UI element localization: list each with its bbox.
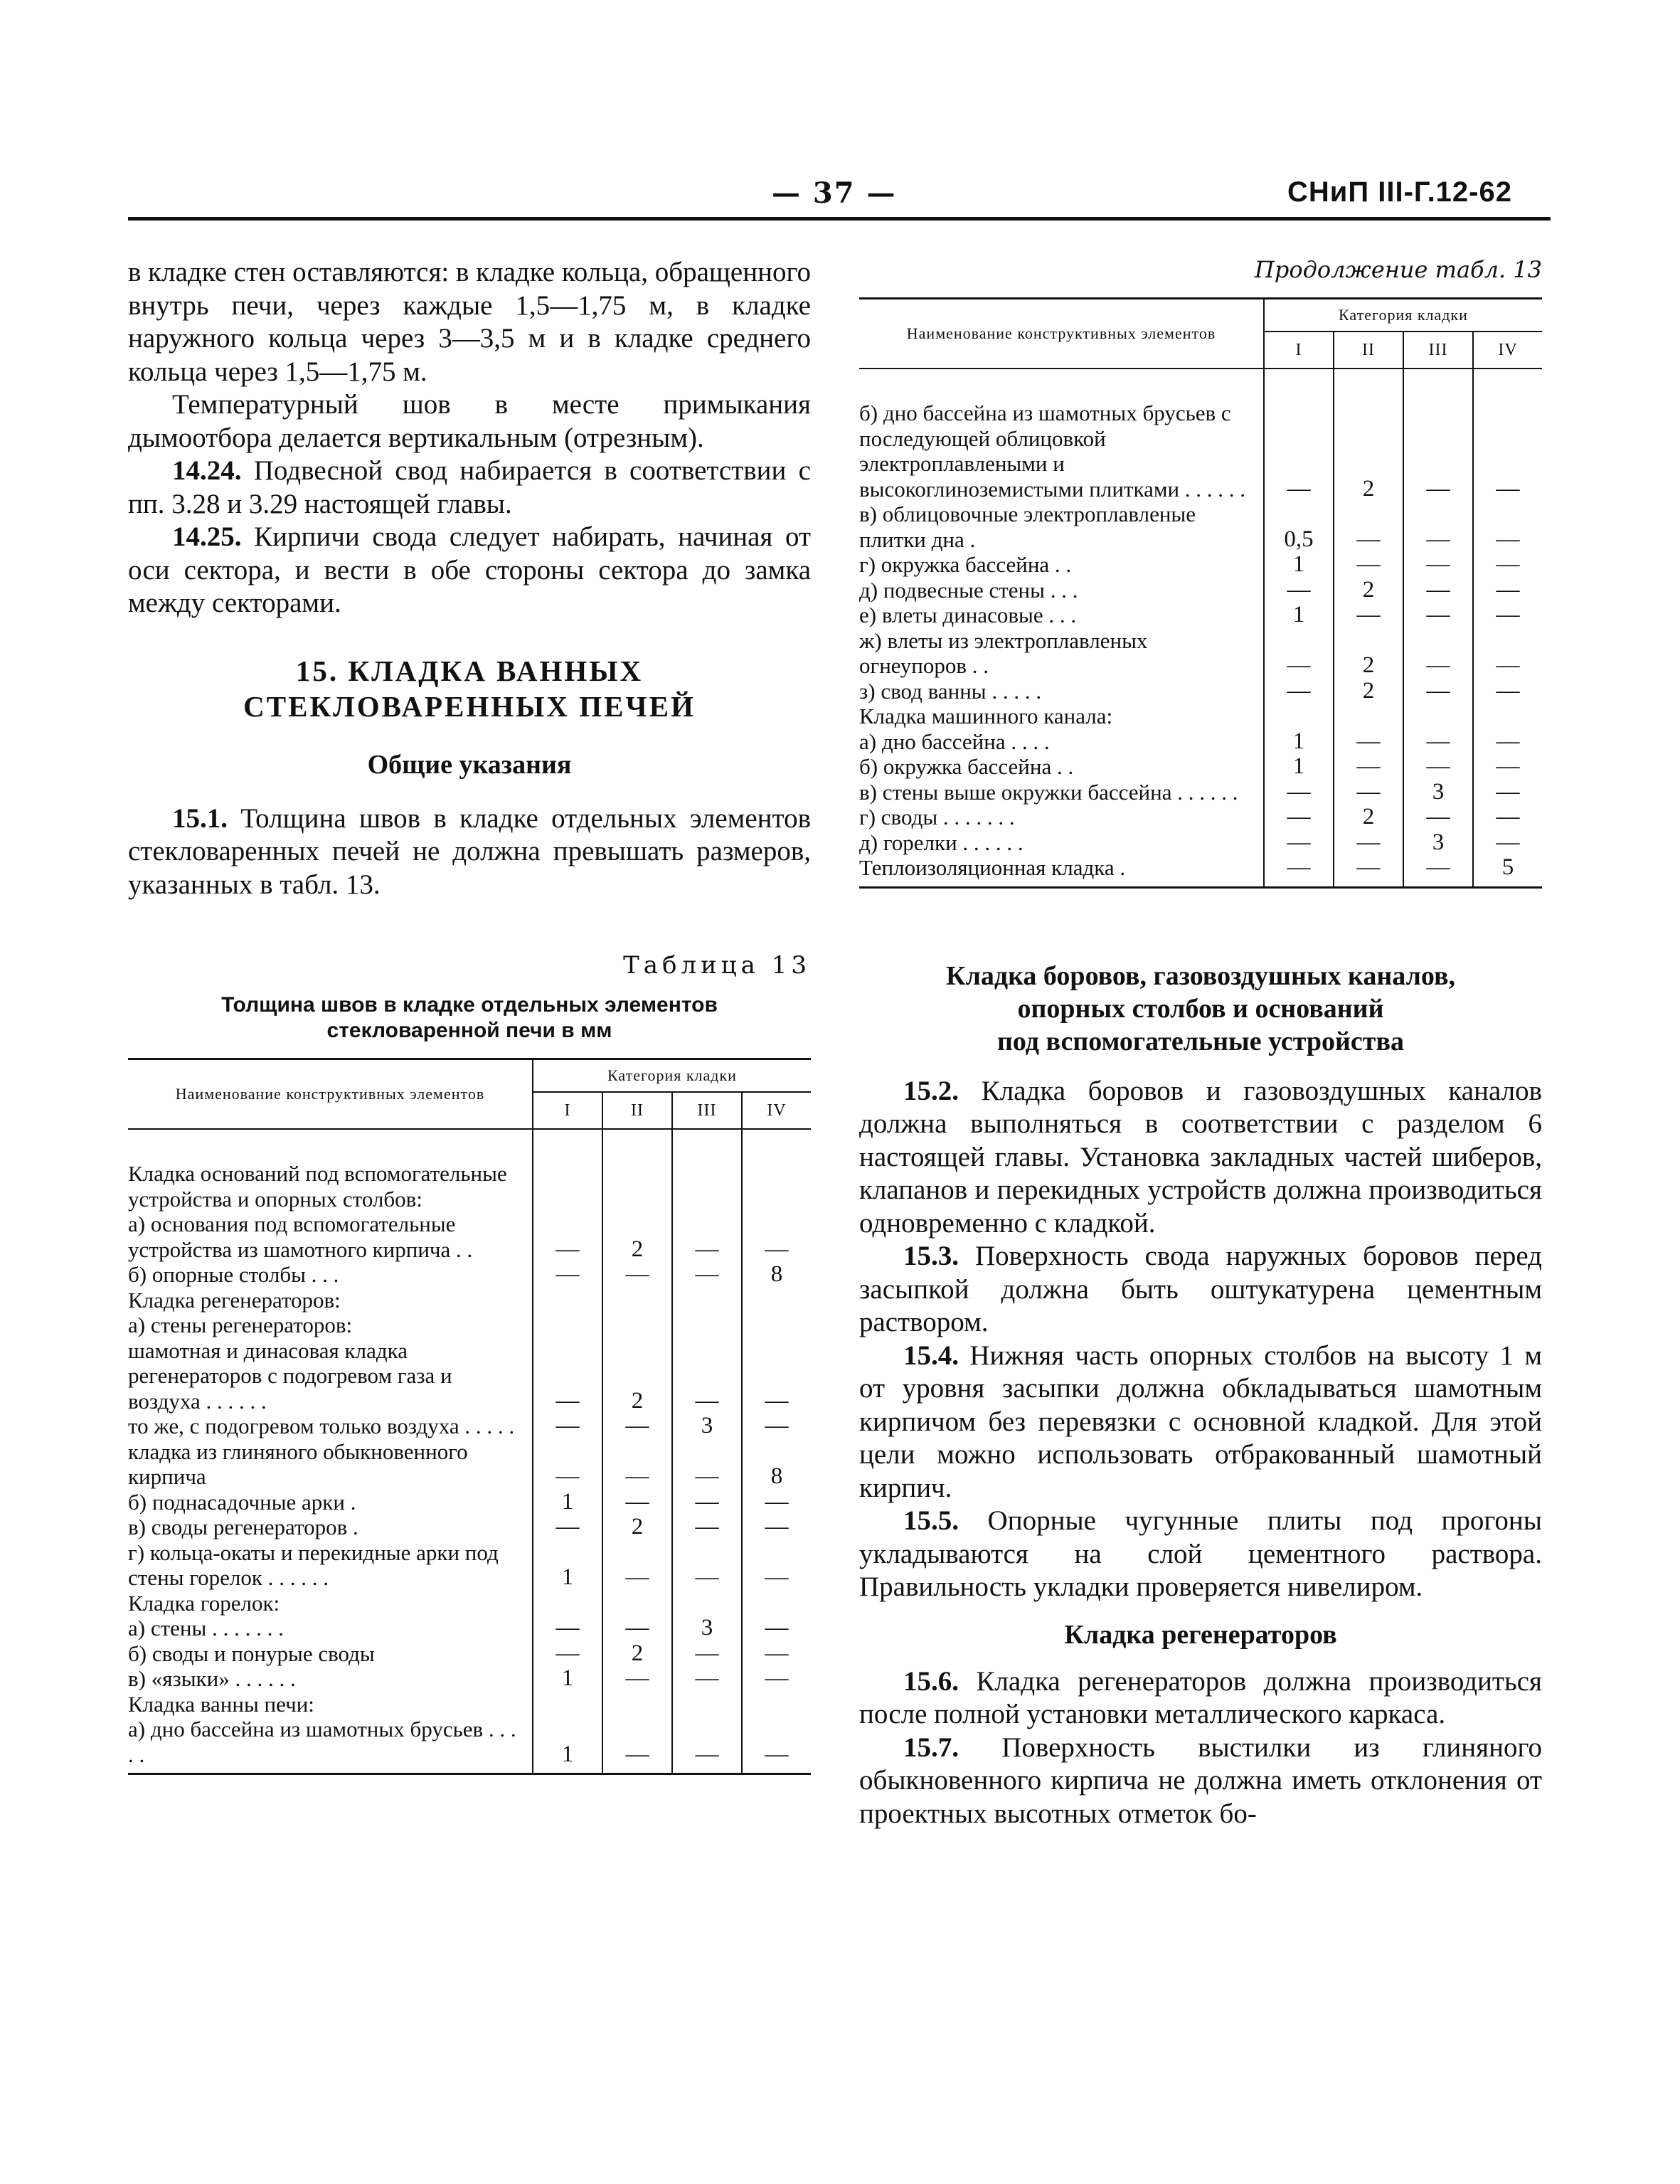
table-caption-line2: стекловаренной печи в мм [326, 1019, 612, 1042]
table-row [128, 1641, 811, 1667]
category-ii-value: — [602, 1262, 672, 1288]
table-13-body [128, 1129, 811, 1774]
category-iv-value: — [765, 1488, 789, 1515]
category-i-value: 0,5 [1264, 502, 1334, 552]
category-i-value [533, 1692, 602, 1717]
table-row [859, 628, 1542, 679]
paragraph-text: Нижняя часть опорных столбов на высоту 1 м от уровня засыпки должна обкладываться шамотным кирпичом без перевязки с основной кладкой. Для этой цели можно использовать отбракованный шамотный кирпич. [859, 1340, 1542, 1503]
category-iv-value: — [1496, 829, 1520, 855]
table-row [128, 1212, 811, 1262]
name-column-header: Наименование конструктивных элементов [859, 299, 1264, 369]
category-iii-value: — [1403, 603, 1473, 628]
element-name: Кладка ванны печи: [128, 1692, 533, 1717]
category-iv: IV [742, 1092, 811, 1129]
category-iii-value: — [1403, 578, 1473, 603]
paragraph-15-4 [859, 1340, 1542, 1505]
category-iii-value: — [672, 1540, 742, 1591]
category-ii-value: 2 [602, 1641, 672, 1667]
category-ii-value: — [602, 1540, 672, 1591]
category-iv-value: — [765, 1564, 789, 1590]
paragraph-text: Подвесной свод набирается в соответствии с пп. 3.28 и 3.29 настоящей главы. [128, 455, 811, 519]
category-iii-value: — [1403, 855, 1473, 887]
paragraph-number: 14.25. [172, 521, 242, 552]
category-i-value: — [533, 1641, 602, 1667]
table-row [128, 1439, 811, 1490]
category-i-value: — [1264, 780, 1334, 805]
category-iii-value: 3 [672, 1414, 742, 1439]
category-iv-value: — [1496, 576, 1520, 603]
table-label: Таблица 13 [623, 951, 811, 980]
table-caption-line1: Толщина швов в кладке отдельных элементов [221, 993, 718, 1017]
table-row [859, 502, 1542, 552]
category-i-value: — [533, 1414, 602, 1439]
category-iii-value: 3 [672, 1616, 742, 1641]
category-iv-value: — [1496, 804, 1520, 829]
element-name: б) окружка бассейна . . [859, 754, 1264, 780]
category-ii: II [602, 1092, 672, 1129]
element-name: то же, с подогревом только воздуха . . . . . [128, 1414, 533, 1439]
table-row [859, 704, 1542, 729]
element-name: шамотная и динасовая кладка регенераторов с подогревом газа и воздуха . . . . . . [128, 1338, 533, 1414]
paragraph-15-3 [859, 1240, 1542, 1340]
section-title-line1: 15. КЛАДКА ВАННЫХ [295, 654, 644, 687]
category-ii: II [1334, 332, 1403, 369]
category-i-value: — [1264, 830, 1334, 856]
category-iv-value [742, 1591, 811, 1616]
category-ii-value [1334, 704, 1403, 729]
paragraph-text: Кладка боровов и газовоздушных каналов должна выполняться в соответствии с разделом 6 настоящей главы. Установка закладных частей шиберов, клапанов и перекидных устройств должна производиться одновременно с кладкой. [859, 1075, 1542, 1239]
category-ii-value: 2 [602, 1338, 672, 1414]
category-ii-value: 2 [602, 1515, 672, 1540]
table-row [859, 679, 1542, 704]
category-iii-value: — [1403, 805, 1473, 830]
category-ii-value: 2 [1334, 401, 1403, 502]
category-iv-value [1473, 704, 1542, 729]
category-iv-value [742, 1161, 811, 1212]
category-iv-value: — [765, 1665, 789, 1691]
element-name: а) дно бассейна . . . . [859, 729, 1264, 755]
category-i-value [533, 1313, 602, 1338]
category-iii-value: — [672, 1338, 742, 1414]
category-iii-value: — [1403, 401, 1473, 502]
table-row [859, 729, 1542, 755]
table-row [128, 1666, 811, 1692]
category-ii-value: — [1334, 603, 1403, 628]
paragraph-text: Поверхность свода наружных боровов перед засыпкой должна быть оштукатурена цементным раствором. [859, 1241, 1542, 1337]
category-iii-value: — [672, 1439, 742, 1490]
element-name: г) своды . . . . . . . [859, 805, 1264, 830]
paragraph-temperature-joint: Температурный шов в месте примыкания дымоотбора делается вертикальным (отрезным). [128, 389, 811, 453]
name-column-header: Наименование конструктивных элементов [128, 1059, 533, 1130]
category-iii-value [672, 1692, 742, 1717]
paragraph-text: Кладка регенераторов должна производиться после полной установки металлического каркаса. [859, 1665, 1542, 1729]
category-iii-value [672, 1591, 742, 1616]
category-ii-value: — [1334, 780, 1403, 805]
category-ii-value: — [1334, 729, 1403, 755]
category-iii-value: — [672, 1515, 742, 1540]
table-row [128, 1540, 811, 1591]
category-i-value: — [1264, 628, 1334, 679]
category-i-value: 1 [1264, 552, 1334, 578]
category-iv-value: — [1496, 602, 1520, 627]
category-i-value: 1 [533, 1540, 602, 1591]
category-iii-value [672, 1288, 742, 1313]
category-i-value: — [1264, 855, 1334, 887]
table-row [128, 1288, 811, 1313]
category-iii-value: — [672, 1262, 742, 1288]
category-iv-value: — [765, 1387, 789, 1414]
category-header: Категория кладки [533, 1059, 811, 1093]
category-iv-value: — [765, 1236, 789, 1262]
table-row [859, 603, 1542, 628]
element-name: е) влеты динасовые . . . [859, 603, 1264, 628]
category-i-value: — [533, 1515, 602, 1540]
category-i: I [533, 1092, 602, 1129]
category-iv-value: — [765, 1640, 789, 1666]
category-iv-value: — [742, 1717, 811, 1774]
paragraph-text: Кирпичи свода следует набирать, начиная от оси сектора, и вести в обе стороны сектора до замка между секторами. [128, 521, 811, 618]
paragraph-number: 15.6. [903, 1665, 959, 1697]
table-row [128, 1414, 811, 1439]
paragraph-number: 15.1. [172, 802, 228, 834]
regenerators-title: Кладка регенераторов [1064, 1619, 1337, 1650]
element-name: в) стены выше окружки бассейна . . . . . . [859, 780, 1264, 805]
category-iii: III [672, 1092, 742, 1129]
subsection-title-line2: опорных столбов и оснований [1017, 993, 1384, 1024]
element-name: а) стены регенераторов: [128, 1313, 533, 1338]
category-iv-value: — [1496, 677, 1520, 704]
subsection-title-line1: Кладка боровов, газовоздушных каналов, [946, 960, 1455, 991]
table-row [859, 401, 1542, 502]
category-ii-value: 2 [1334, 628, 1403, 679]
element-name: а) дно бассейна из шамотных брусьев . . . . . [128, 1717, 533, 1774]
category-iii-value: 3 [1403, 830, 1473, 856]
continuation-label: Продолжение табл. 13 [1254, 256, 1542, 283]
element-name: Кладка регенераторов: [128, 1288, 533, 1313]
category-i-value: — [1264, 578, 1334, 603]
category-iv-value: — [765, 1615, 789, 1640]
category-iii-value: — [1403, 679, 1473, 704]
paragraph-number: 15.5. [903, 1505, 959, 1536]
table-row [859, 754, 1542, 780]
table-13-continuation-body [859, 369, 1542, 887]
element-name: Кладка горелок: [128, 1591, 533, 1616]
category-i-value: — [533, 1439, 602, 1490]
category-ii-value: — [602, 1616, 672, 1641]
paragraph-number: 15.3. [903, 1241, 959, 1271]
element-name: Теплоизоляционная кладка . [859, 855, 1264, 887]
table-row [859, 780, 1542, 805]
table-row [128, 1338, 811, 1414]
category-header: Категория кладки [1264, 299, 1542, 332]
category-i-value: — [533, 1212, 602, 1262]
document-code: СНиП III-Г.12-62 [1287, 176, 1512, 208]
category-iii-value: 3 [1403, 780, 1473, 805]
category-i-value: — [1264, 401, 1334, 502]
category-i: I [1264, 332, 1334, 369]
page-number: — 37 — [772, 176, 897, 210]
element-name: д) горелки . . . . . . [859, 830, 1264, 856]
category-ii-value: — [1334, 855, 1403, 887]
table-row [128, 1616, 811, 1641]
paragraph-text: Поверхность выстилки из глиняного обыкновенного кирпича не должна иметь отклонения от проектных высотных отметок бо- [859, 1732, 1542, 1829]
paragraph-14-25 [128, 521, 811, 620]
table-row [128, 1717, 811, 1774]
category-iv-value: 8 [770, 1261, 783, 1287]
category-iii-value: — [672, 1641, 742, 1667]
category-i-value: — [533, 1262, 602, 1288]
element-name: в) своды регенераторов . [128, 1515, 533, 1540]
category-iv-value: 8 [770, 1463, 783, 1489]
category-ii-value: — [1334, 754, 1403, 780]
category-iv-value: — [1496, 728, 1520, 754]
paragraph-text: Опорные чугунные плиты под прогоны укладываются на слой цементного раствора. Правильность укладки проверяется нивелиром. [859, 1505, 1542, 1602]
paragraph-number: 14.24. [172, 455, 242, 486]
category-iv: IV [1473, 332, 1542, 369]
category-iii-value [1403, 704, 1473, 729]
section-title-line2: СТЕКЛОВАРЕННЫХ ПЕЧЕЙ [243, 689, 696, 723]
table-row [128, 1313, 811, 1338]
category-iii-value: — [672, 1490, 742, 1515]
element-name: ж) влеты из электроплавленых огнеупоров . . [859, 628, 1264, 679]
element-name: б) дно бассейна из шамотных брусьев с последующей облицовкой электроплавлеными и высокоглиноземистыми плитками . . . . . . [859, 401, 1264, 502]
category-ii-value [602, 1161, 672, 1212]
element-name: б) своды и понурые своды [128, 1641, 533, 1667]
element-name: а) основания под вспомогательные устройства из шамотного кирпича . . [128, 1212, 533, 1262]
paragraph-15-6 [859, 1665, 1542, 1732]
category-iii-value: — [1403, 729, 1473, 755]
table-row [859, 830, 1542, 856]
category-iv-value [742, 1288, 811, 1313]
header-rule [128, 217, 1551, 221]
element-name: з) свод ванны . . . . . [859, 679, 1264, 704]
category-iv-value [742, 1313, 811, 1338]
paragraph-14-24 [128, 455, 811, 521]
element-name: б) поднасадочные арки . [128, 1490, 533, 1515]
category-i-value: 1 [533, 1717, 602, 1774]
category-i-value: — [1264, 805, 1334, 830]
category-iii-value: — [1403, 502, 1473, 552]
paragraph-15-7 [859, 1732, 1542, 1831]
category-ii-value: 2 [1334, 805, 1403, 830]
category-iv-value: — [1496, 551, 1520, 577]
general-title: Общие указания [367, 749, 572, 780]
table-row [128, 1490, 811, 1515]
category-ii-value: — [602, 1490, 672, 1515]
category-i-value: 1 [533, 1490, 602, 1515]
category-iv-value: — [1496, 778, 1520, 805]
element-name: д) подвесные стены . . . [859, 578, 1264, 603]
subsection-title-line3: под вспомогательные устройства [997, 1026, 1404, 1056]
category-iii: III [1403, 332, 1473, 369]
table-row [128, 1161, 811, 1212]
category-iv-value: — [1496, 475, 1520, 502]
intro-paragraph: в кладке стен оставляются: в кладке кольца, обращенного внутрь печи, через каждые 1,5—1,75 м, в кладке наружного кольца через 3—3,5 м и в кладке среднего кольца через 1,5—1,75 м. [128, 257, 811, 387]
category-iii-value: — [672, 1717, 742, 1774]
table-row [859, 855, 1542, 887]
category-ii-value: — [602, 1717, 672, 1774]
paragraph-number: 15.4. [903, 1340, 959, 1371]
category-i-value: 1 [1264, 603, 1334, 628]
category-ii-value [602, 1288, 672, 1313]
category-i-value [533, 1288, 602, 1313]
category-i-value: 1 [533, 1666, 602, 1692]
category-iii-value: — [1403, 552, 1473, 578]
table-row [859, 552, 1542, 578]
paragraph-number: 15.2. [903, 1075, 959, 1106]
category-ii-value: 2 [1334, 679, 1403, 704]
category-ii-value: — [602, 1666, 672, 1692]
category-iv-value: — [1496, 753, 1520, 779]
element-name: в) облицовочные электроплавленые плитки дна . [859, 502, 1264, 552]
table-row [128, 1262, 811, 1288]
category-ii-value [602, 1313, 672, 1338]
category-i-value: — [1264, 679, 1334, 704]
category-iv-value: — [1496, 526, 1520, 552]
category-i-value [533, 1591, 602, 1616]
category-iii-value: — [672, 1212, 742, 1262]
category-ii-value: — [602, 1414, 672, 1439]
element-name: Кладка оснований под вспомогательные устройства и опорных столбов: [128, 1161, 533, 1212]
category-iii-value [672, 1313, 742, 1338]
element-name: г) окружка бассейна . . [859, 552, 1264, 578]
element-name: а) стены . . . . . . . [128, 1616, 533, 1641]
category-ii-value: — [1334, 552, 1403, 578]
element-name: б) опорные столбы . . . [128, 1262, 533, 1288]
category-i-value: — [533, 1338, 602, 1414]
category-iii-value: — [672, 1666, 742, 1692]
category-iii-value: — [1403, 754, 1473, 780]
table-row [128, 1515, 811, 1540]
category-i-value [1264, 704, 1334, 729]
left-column [128, 256, 811, 1775]
paragraph-text: Толщина швов в кладке отдельных элементов стекловаренных печей не должна превышать размеров, указанных в табл. 13. [128, 802, 811, 900]
category-iv-value [742, 1692, 811, 1717]
paragraph-15-5 [859, 1505, 1542, 1604]
category-i-value: 1 [1264, 754, 1334, 780]
category-ii-value: 2 [602, 1212, 672, 1262]
table-row [859, 805, 1542, 830]
element-name: в) «языки» . . . . . . [128, 1666, 533, 1692]
table-row [859, 578, 1542, 603]
table-13-continuation [859, 297, 1542, 889]
category-iv-value: — [765, 1514, 789, 1539]
category-iv-value: — [765, 1413, 789, 1438]
paragraph-15-1 [128, 802, 811, 902]
category-iv-value: — [1496, 652, 1520, 678]
paragraph-number: 15.7. [903, 1732, 959, 1763]
category-ii-value: — [1334, 830, 1403, 856]
category-i-value: 1 [1264, 729, 1334, 755]
category-ii-value [602, 1591, 672, 1616]
category-i-value: — [533, 1616, 602, 1641]
paragraph-15-2 [859, 1075, 1542, 1241]
category-ii-value: — [1334, 502, 1403, 552]
element-name: Кладка машинного канала: [859, 704, 1264, 729]
right-column [859, 256, 1542, 1830]
category-iii-value [672, 1161, 742, 1212]
category-ii-value: 2 [1334, 578, 1403, 603]
table-row [128, 1591, 811, 1616]
category-ii-value: — [602, 1439, 672, 1490]
table-13 [128, 1058, 811, 1775]
table-row [128, 1692, 811, 1717]
category-iv-value: 5 [1473, 855, 1542, 887]
category-iii-value: — [1403, 628, 1473, 679]
element-name: кладка из глиняного обыкновенного кирпича [128, 1439, 533, 1490]
category-ii-value [602, 1692, 672, 1717]
element-name: г) кольца-окаты и перекидные арки под стены горелок . . . . . . [128, 1540, 533, 1591]
category-i-value [533, 1161, 602, 1212]
